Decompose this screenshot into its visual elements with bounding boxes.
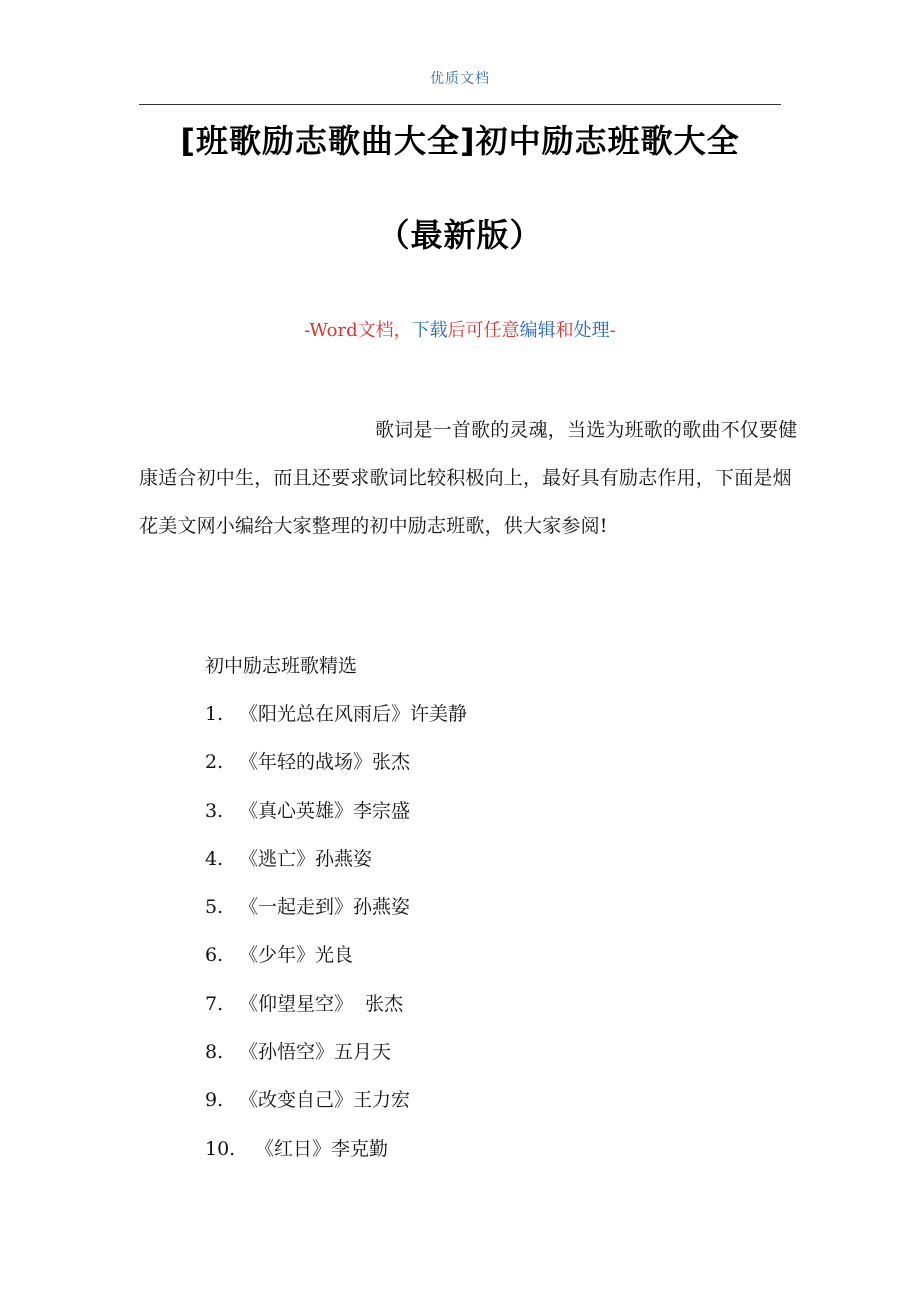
list-item <box>205 746 467 794</box>
song-list-heading: 初中励志班歌精选 <box>205 655 358 677</box>
header-label: 优质文档 <box>430 71 490 87</box>
notice-segment: - <box>609 320 616 341</box>
list-item-number: 4. <box>205 847 224 870</box>
list-item-number: 3. <box>205 799 224 822</box>
list-item <box>205 1084 467 1132</box>
notice-segment: 和 <box>555 320 574 341</box>
list-item-text: 《少年》光良 <box>239 944 354 967</box>
intro-paragraph: 歌词是一首歌的灵魂，当选为班歌的歌曲不仅要健康适合初中生，而且还要求歌词比较积极向上，最好具有励志作用，下面是烟花美文网小编给大家整理的初中励志班歌，供大家参阅! <box>139 419 798 537</box>
list-item-number: 1. <box>205 703 224 725</box>
list-item-number: 8. <box>205 1041 224 1064</box>
list-item-text: 《孙悟空》五月天 <box>239 1041 392 1064</box>
list-item <box>205 843 467 891</box>
list-item <box>205 1036 467 1084</box>
list-item-number: 6. <box>205 944 224 967</box>
list-item-number: 2. <box>205 751 224 774</box>
list-item <box>205 939 467 987</box>
header-divider <box>139 104 781 105</box>
list-item <box>205 988 467 1036</box>
edit-notice <box>0 316 920 342</box>
list-item-number: 9. <box>205 1089 224 1112</box>
list-item <box>205 891 467 939</box>
list-item-number: 5. <box>205 896 224 919</box>
list-item-text: 《改变自己》王力宏 <box>239 1089 411 1112</box>
notice-segment: 后可任意 <box>447 320 520 341</box>
notice-segment: 处理 <box>573 320 610 341</box>
list-item-text: 《仰望星空》 张杰 <box>239 992 404 1015</box>
list-item-number: 10. <box>205 1137 236 1160</box>
notice-segment: -Word文档， <box>304 320 412 341</box>
song-list <box>205 698 467 1181</box>
list-item <box>205 1133 467 1181</box>
list-item-text: 《红日》李克勤 <box>255 1137 389 1160</box>
list-item-number: 7. <box>205 992 224 1015</box>
notice-segment: 下载 <box>411 320 448 341</box>
notice-segment: 编辑 <box>519 320 556 341</box>
list-item-text: 《年轻的战场》张杰 <box>239 751 411 774</box>
document-title: [班歌励志歌曲大全]初中励志班歌大全 <box>180 122 740 160</box>
list-item-text: 《逃亡》孙燕姿 <box>239 847 373 870</box>
list-item <box>205 698 467 746</box>
list-item <box>205 795 467 843</box>
list-item-text: 《真心英雄》李宗盛 <box>239 799 411 822</box>
list-item-text: 《一起走到》孙燕姿 <box>239 896 411 919</box>
document-subtitle: （最新版） <box>377 216 543 254</box>
list-item-text: 《阳光总在风雨后》许美静 <box>239 703 468 725</box>
